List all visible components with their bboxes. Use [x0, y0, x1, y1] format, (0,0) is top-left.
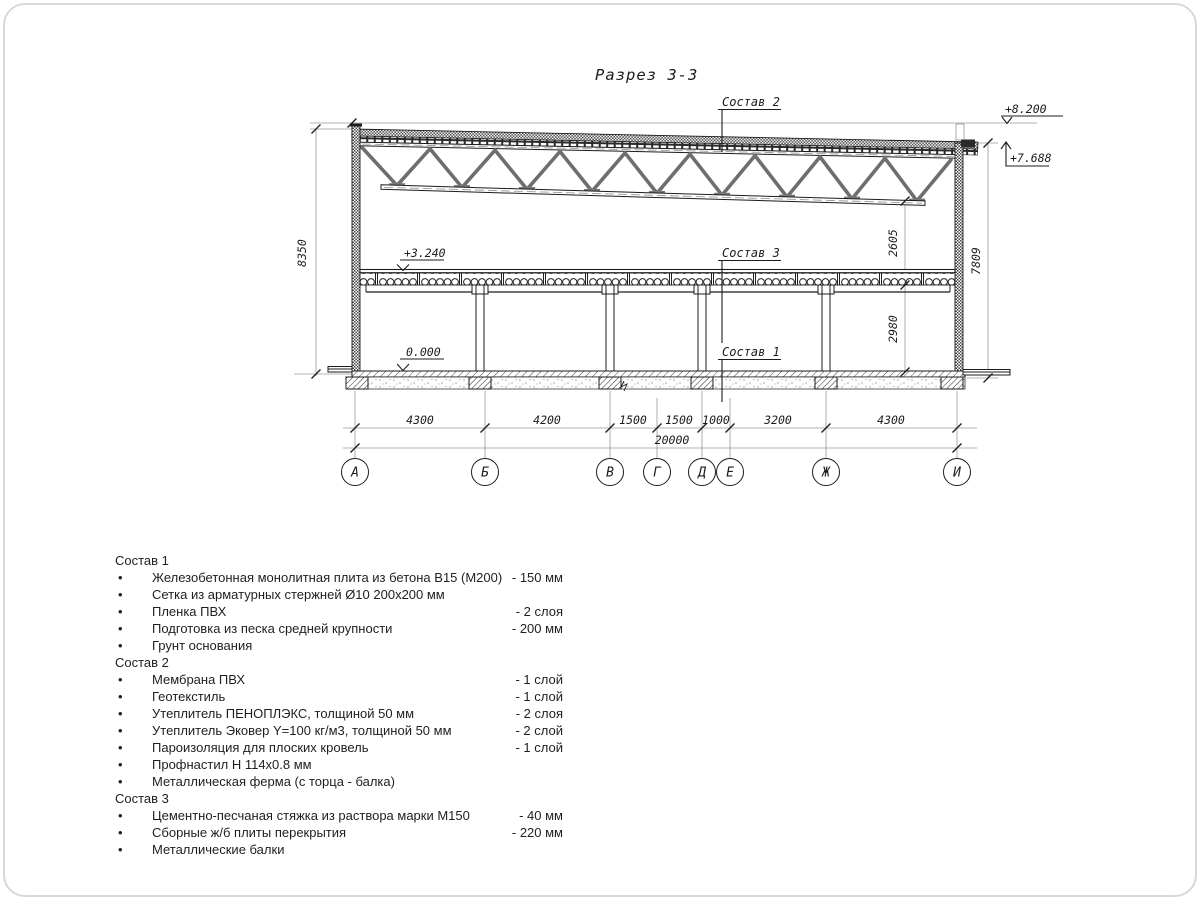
spec-item-name: Металлическая ферма (с торца - балка) — [152, 774, 395, 789]
spec-item — [115, 722, 563, 739]
dim-left-height: 8350 — [295, 239, 309, 267]
spec-item — [115, 824, 563, 841]
axis-label-e: Е — [726, 465, 734, 481]
spec-item — [115, 773, 563, 790]
spec-item — [115, 807, 563, 824]
ground-slab — [352, 371, 965, 377]
construction-lines — [294, 123, 1037, 458]
spec-item-name: Пароизоляция для плоских кровель — [152, 740, 369, 755]
dim-right-height: 7809 — [969, 247, 983, 275]
spec-item — [115, 688, 563, 705]
spec-item-name: Профнастил Н 114x0.8 мм — [152, 757, 312, 772]
spec-item-qty: - 2 слоя — [515, 706, 563, 721]
spec-item — [115, 756, 563, 773]
elevation-truss: +7.688 — [1010, 151, 1052, 165]
bullet-icon: • — [118, 825, 123, 840]
dim-span: 1000 — [702, 413, 730, 427]
bullet-icon: • — [118, 604, 123, 619]
spec-item — [115, 841, 563, 858]
spec-item-name: Цементно-песчаная стяжка из раствора марки М150 — [152, 808, 470, 823]
elevation-top: +8.200 — [1005, 102, 1047, 116]
roof-edge-cap — [961, 140, 975, 148]
elevation-zero: 0.000 — [406, 345, 441, 359]
roof-assembly — [352, 129, 978, 159]
spec-header-3: Состав 3 — [115, 791, 169, 806]
spec-item-qty: - 150 мм — [511, 570, 563, 585]
dim-floor-clear: 2980 — [886, 315, 900, 343]
bullet-icon: • — [118, 842, 123, 857]
spec-item-qty: - 1 слой — [515, 740, 563, 755]
bullet-icon: • — [118, 808, 123, 823]
axis-label-zh: Ж — [822, 465, 830, 481]
spec-header-2: Состав 2 — [115, 655, 169, 670]
column — [472, 285, 488, 372]
dim-total: 20000 — [654, 433, 690, 447]
specs-block — [115, 552, 563, 858]
bullet-icon: • — [118, 774, 123, 789]
callout-sostav-2: Состав 2 — [722, 95, 780, 109]
callout-sostav-3: Состав 3 — [722, 246, 780, 260]
spec-item-qty: - 2 слой — [515, 723, 563, 738]
axis-label-v: В — [606, 465, 614, 481]
spec-item — [115, 569, 563, 586]
spec-item-name: Подготовка из песка средней крупности — [152, 621, 393, 636]
spec-item-name: Металлические балки — [152, 842, 285, 857]
bullet-icon: • — [118, 570, 123, 585]
dim-span: 4300 — [877, 413, 905, 427]
spec-item-name: Утеплитель Эковер Y=100 кг/м3, толщиной 50 мм — [152, 723, 452, 738]
spec-item-name: Сетка из арматурных стержней Ø10 200x200 мм — [152, 587, 445, 602]
axis-label-d: Д — [698, 465, 706, 481]
spec-item-name: Железобетонная монолитная плита из бетона В15 (М200) — [152, 570, 503, 585]
spec-item-name: Геотекстиль — [152, 689, 226, 704]
spec-item — [115, 739, 563, 756]
sand-bedding — [352, 377, 965, 389]
spec-item-qty: - 1 слой — [515, 689, 563, 704]
bullet-icon: • — [118, 689, 123, 704]
spec-item-name: Утеплитель ПЕНОПЛЭКС, толщиной 50 мм — [152, 706, 415, 721]
drawing-title: Разрез 3-3 — [595, 66, 699, 84]
dim-span: 4300 — [406, 413, 434, 427]
spec-item-qty: - 2 слоя — [515, 604, 563, 619]
spec-header-1: Состав 1 — [115, 553, 169, 568]
spec-item — [115, 637, 563, 654]
bullet-icon: • — [118, 723, 123, 738]
bullet-icon: • — [118, 587, 123, 602]
spec-item — [115, 705, 563, 722]
spec-item-qty: - 220 мм — [511, 825, 563, 840]
column — [602, 285, 618, 372]
column — [818, 285, 834, 372]
hollow-core-slabs — [360, 273, 955, 285]
bullet-icon: • — [118, 706, 123, 721]
dim-span: 4200 — [533, 413, 561, 427]
axis-label-g: Г — [653, 465, 661, 481]
spec-item-qty: - 200 мм — [511, 621, 563, 636]
spec-item — [115, 671, 563, 688]
spec-item-name: Мембрана ПВХ — [152, 672, 246, 687]
spec-item — [115, 620, 563, 637]
spec-item-name: Сборные ж/б плиты перекрытия — [152, 825, 347, 840]
level-arrow-down-icon — [1002, 117, 1012, 124]
bullet-icon: • — [118, 672, 123, 687]
intermediate-floor — [360, 270, 955, 293]
screed-layer — [360, 270, 955, 273]
dim-truss-clear: 2605 — [886, 229, 900, 257]
spec-item — [115, 603, 563, 620]
bullet-icon: • — [118, 757, 123, 772]
level-arrow-down-icon — [397, 364, 409, 371]
dim-span: 1500 — [619, 413, 647, 427]
bullet-icon: • — [118, 740, 123, 755]
column — [694, 285, 710, 372]
axis-label-a: А — [351, 465, 359, 481]
spec-item-qty: - 1 слой — [515, 672, 563, 687]
spec-item-name: Грунт основания — [152, 638, 253, 653]
bullet-icon: • — [118, 621, 123, 636]
callout-sostav-1: Состав 1 — [722, 345, 780, 359]
dim-span: 3200 — [764, 413, 792, 427]
left-wall — [352, 126, 360, 372]
elevation-floor: +3.240 — [404, 246, 446, 260]
bullet-icon: • — [118, 638, 123, 653]
spec-item-qty: - 40 мм — [519, 808, 563, 823]
axis-label-i: И — [953, 465, 961, 481]
axis-label-b: Б — [481, 465, 489, 481]
dim-span: 1500 — [665, 413, 693, 427]
spec-item-name: Пленка ПВХ — [152, 604, 227, 619]
spec-item — [115, 586, 563, 603]
right-wall — [955, 143, 963, 372]
